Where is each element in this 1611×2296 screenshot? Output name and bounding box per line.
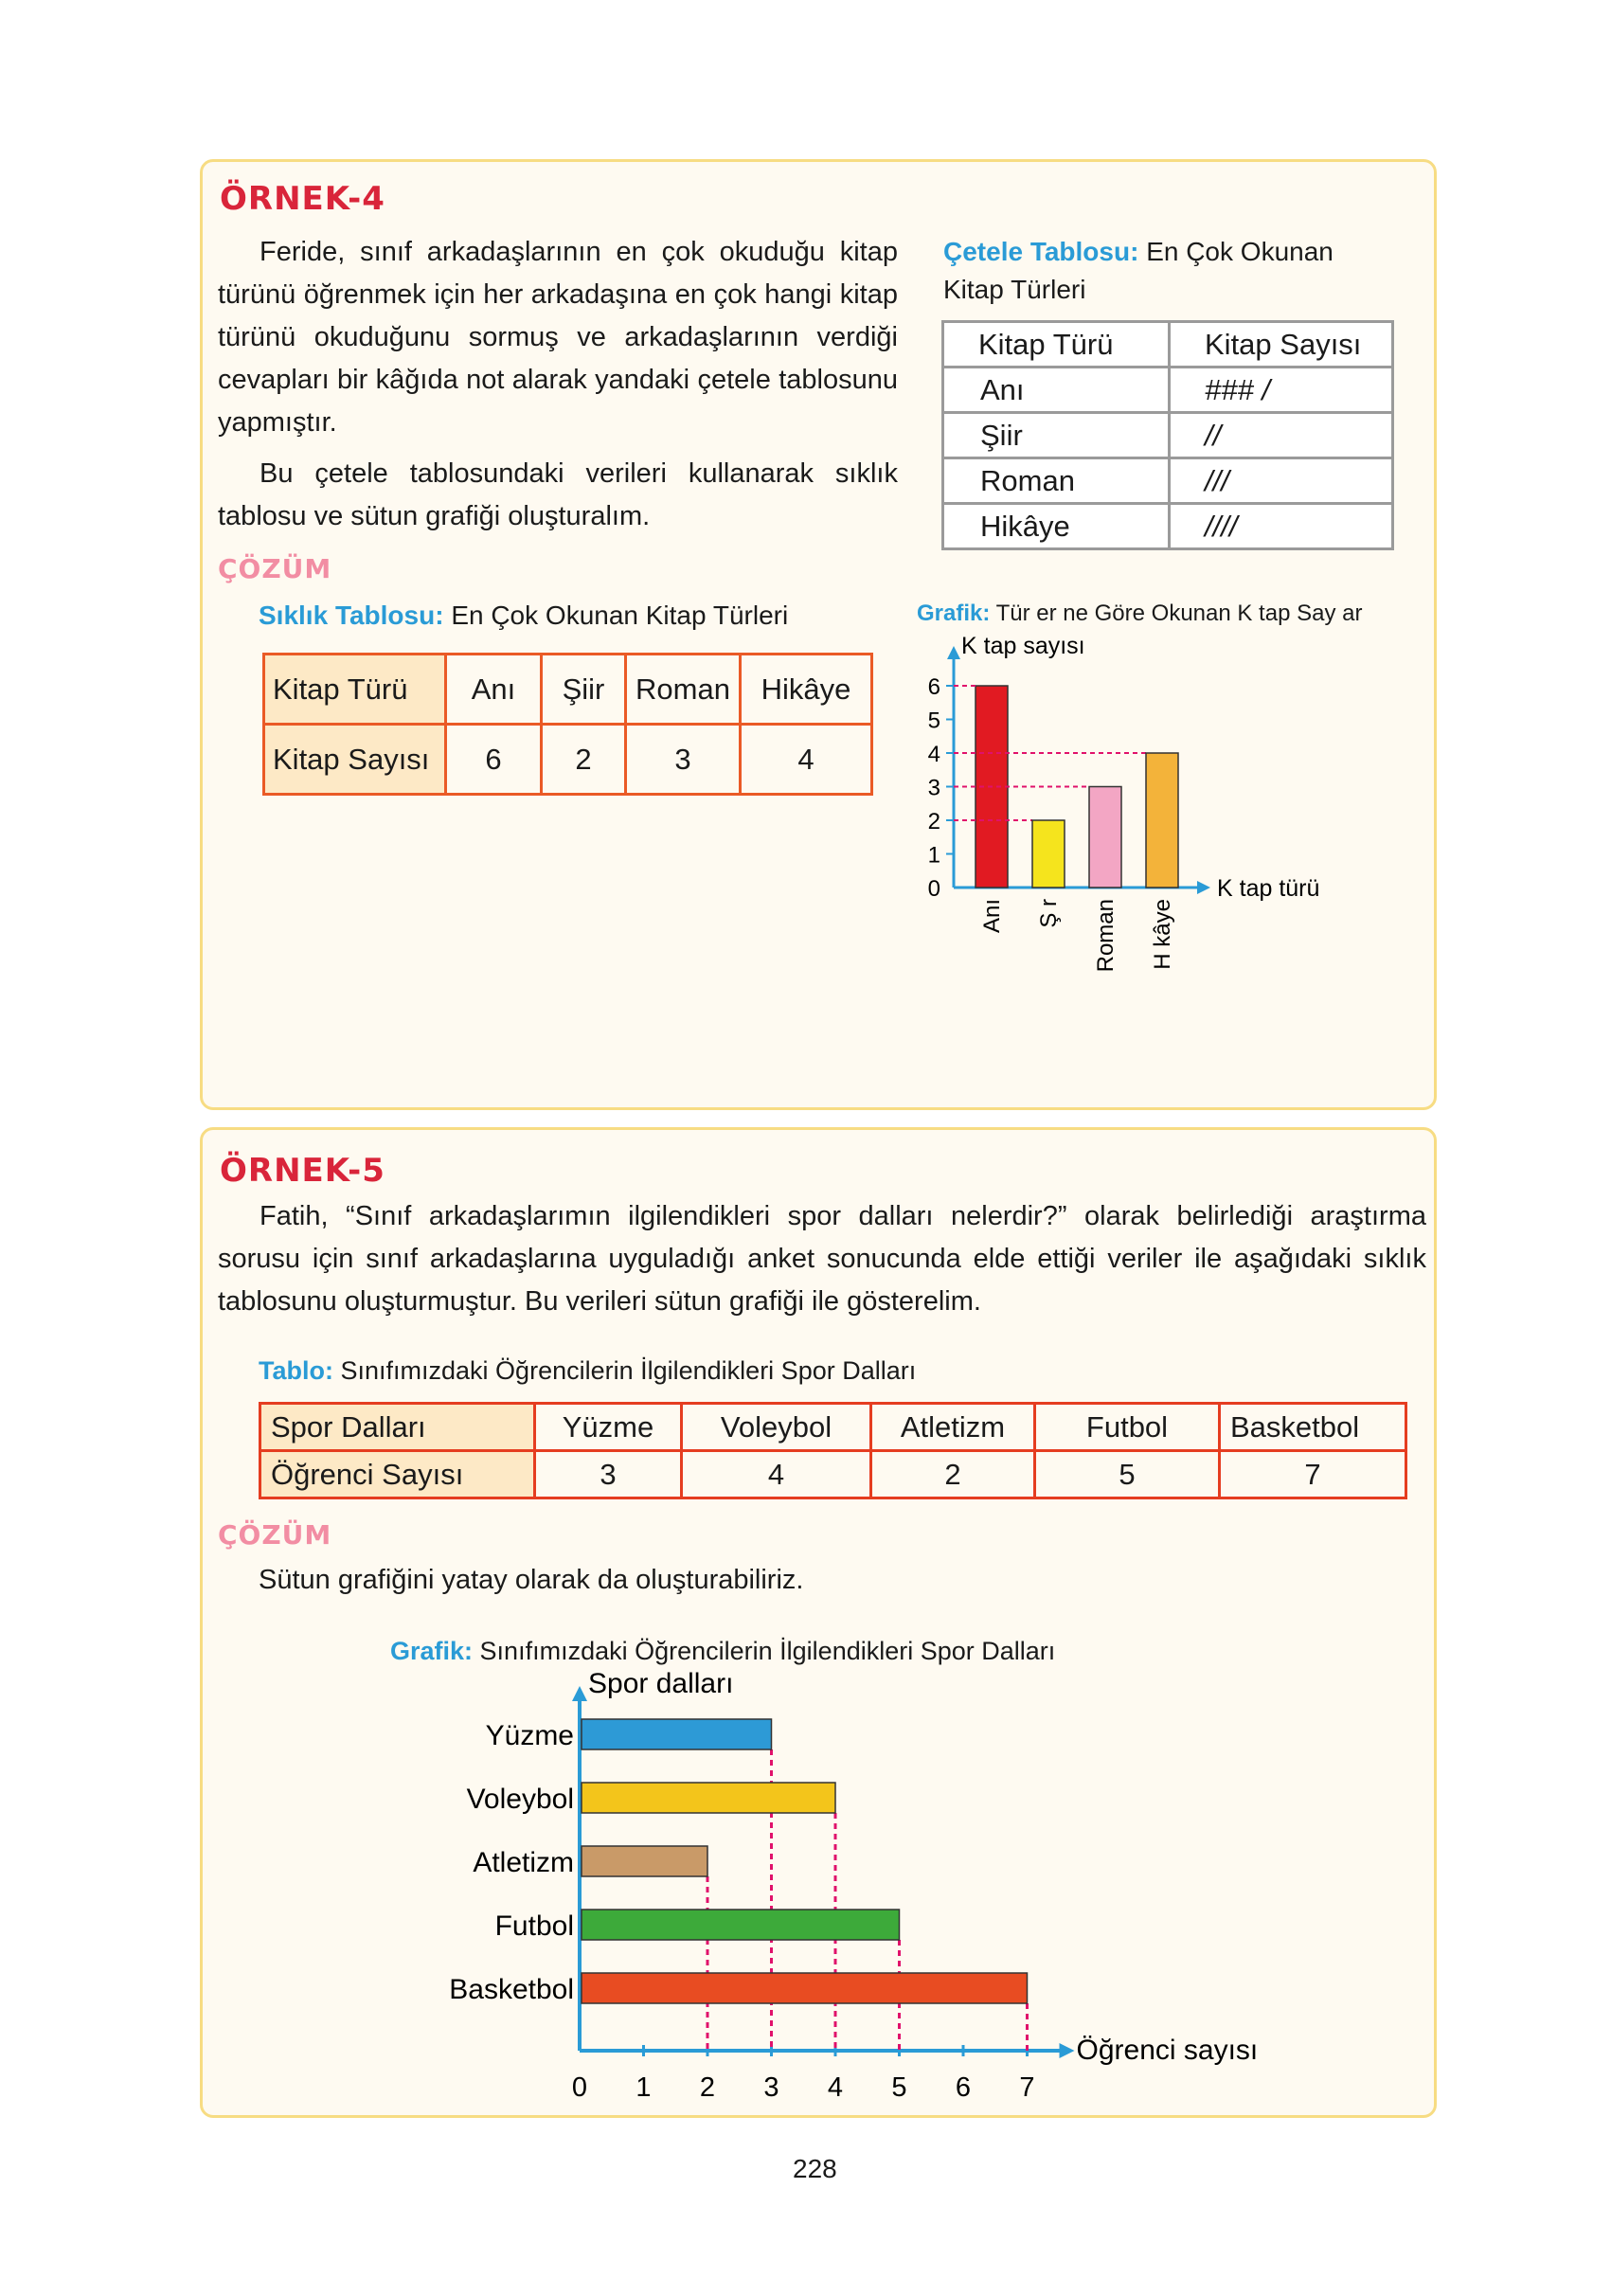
page-number: 228 — [793, 2154, 837, 2183]
table-cell: 2 — [542, 725, 626, 795]
table-row — [260, 1404, 1406, 1451]
y-tick-label: 5 — [927, 708, 940, 734]
x-axis-label: Öğrenci sayısı — [1076, 2035, 1259, 2066]
table-header-cell: Kitap Türü — [943, 322, 1170, 368]
example-4-paragraph-2: Bu çetele tablosundaki verileri kullanarak sıklık tablosu ve sütun grafiği oluşturalım. — [218, 458, 898, 531]
table-cell: Voleybol — [682, 1404, 871, 1451]
x-tick-label: 1 — [635, 2072, 652, 2103]
table-cell: Basketbol — [1220, 1404, 1406, 1451]
y-axis-arrow-icon — [572, 1686, 587, 1701]
table-row — [260, 1451, 1406, 1498]
bar — [582, 1973, 1028, 2003]
bar — [582, 1846, 707, 1876]
bar — [582, 1910, 900, 1940]
table-row — [264, 655, 872, 725]
frequency-caption-label: Sıklık Tablosu: — [259, 601, 444, 630]
example-5-heading: ÖRNEK-5 — [220, 1152, 385, 1190]
table-cell: 6 — [446, 725, 542, 795]
horizontal-chart-caption — [390, 1637, 1055, 1666]
table-cell: 4 — [682, 1451, 871, 1498]
table-cell: Anı — [446, 655, 542, 725]
table-cell: ### / — [1170, 368, 1393, 413]
vertical-chart-caption — [917, 601, 1362, 627]
table-cell: 3 — [626, 725, 741, 795]
sport-table — [259, 1402, 1407, 1499]
horizontal-bar-chart — [398, 1667, 1326, 2112]
tally-caption-text: En Çok Okunan Kitap Türleri — [943, 237, 1334, 304]
x-tick-label: 2 — [699, 2072, 716, 2103]
table-row — [943, 413, 1393, 458]
y-tick-label: Atletizm — [473, 1847, 574, 1878]
table-row — [943, 458, 1393, 504]
y-tick-label: Yüzme — [485, 1720, 574, 1751]
y-tick-label: 4 — [927, 742, 940, 767]
example-4-cozum-label: ÇÖZÜM — [218, 553, 332, 584]
x-tick-label: 4 — [827, 2072, 844, 2103]
table-cell: 7 — [1220, 1451, 1406, 1498]
table-row — [943, 322, 1393, 368]
table-header-cell: Kitap Sayısı — [1170, 322, 1393, 368]
x-tick-label: H kâye — [1150, 899, 1175, 970]
tally-caption-label: Çetele Tablosu: — [943, 237, 1139, 266]
y-tick-label: 2 — [927, 809, 940, 834]
vertical-bar-chart — [890, 625, 1364, 1004]
x-tick-label: Anı — [979, 899, 1005, 934]
x-tick-label: 0 — [571, 2072, 588, 2103]
table-row — [943, 368, 1393, 413]
horizontal-chart-caption-label: Grafik: — [390, 1637, 474, 1665]
example-4-paragraph-1: Feride, sınıf arkadaşlarının en çok okuduğu kitap türünü öğrenmek için her arkadaşına en çok hangi kitap türünü okuduğunu sormuş ve arkadaşlarının verdiği cevapları bir kâğıda not alarak yandaki çetele tablosunu yapmıştır. — [218, 237, 898, 438]
x-tick-label: 7 — [1019, 2072, 1035, 2103]
tally-table — [941, 320, 1394, 550]
table-cell: Futbol — [1035, 1404, 1220, 1451]
table-cell: /// — [1170, 458, 1393, 504]
example-5-cozum-text: Sütun grafiğini yatay olarak da oluşturabiliriz. — [259, 1565, 804, 1595]
table-cell: 5 — [1035, 1451, 1220, 1498]
y-tick-label: Futbol — [494, 1910, 574, 1942]
y-tick-label: 1 — [927, 842, 940, 869]
table-cell: Şiir — [943, 413, 1170, 458]
horizontal-chart-caption-text: Sınıfımızdaki Öğrencilerin İlgilendikleri Spor Dalları — [479, 1637, 1056, 1665]
bar — [1089, 787, 1121, 888]
y-axis-label: Spor dalları — [588, 1668, 734, 1699]
bar — [1032, 820, 1065, 888]
example-4-heading: ÖRNEK-4 — [220, 180, 385, 218]
table-cell: 3 — [535, 1451, 682, 1498]
frequency-table — [262, 653, 873, 796]
y-tick-label: 6 — [927, 674, 940, 700]
bar — [1146, 753, 1178, 888]
table-cell: 2 — [871, 1451, 1035, 1498]
table-cell: Anı — [943, 368, 1170, 413]
example-5-cozum-label: ÇÖZÜM — [218, 1519, 332, 1551]
table-header-cell: Kitap Sayısı — [264, 725, 446, 795]
frequency-caption-text: En Çok Okunan Kitap Türleri — [451, 601, 789, 630]
table-row — [943, 504, 1393, 549]
sport-table-caption-label: Tablo: — [259, 1356, 333, 1385]
tally-caption — [943, 233, 1388, 309]
table-cell: Roman — [626, 655, 741, 725]
x-tick-label: 5 — [891, 2072, 907, 2103]
x-tick-label: Roman — [1093, 899, 1119, 973]
x-tick-label: 3 — [763, 2072, 779, 2103]
y-tick-label: 0 — [927, 876, 940, 902]
bar — [582, 1783, 835, 1813]
y-axis-label: K tap sayısı — [961, 633, 1085, 659]
frequency-caption — [259, 601, 788, 631]
y-tick-label: Voleybol — [466, 1784, 574, 1815]
table-row — [264, 725, 872, 795]
table-header-cell: Öğrenci Sayısı — [260, 1451, 535, 1498]
sport-table-caption — [259, 1356, 916, 1386]
table-header-cell: Kitap Türü — [264, 655, 446, 725]
table-cell: 4 — [741, 725, 872, 795]
table-cell: Hikâye — [741, 655, 872, 725]
bar — [582, 1719, 772, 1749]
x-axis-arrow-icon — [1060, 2043, 1075, 2058]
x-tick-label: Ş r — [1036, 899, 1062, 928]
y-axis-arrow-icon — [947, 646, 960, 659]
table-cell: //// — [1170, 504, 1393, 549]
example-5-paragraph: Fatih, “Sınıf arkadaşlarımın ilgilendikleri spor dalları nelerdir?” olarak belirlediği araştırma sorusu için sınıf arkadaşlarına uyguladığı anket sonucunda elde ettiği veriler ile aşağıdaki sıklık tablosunu oluşturmuştur. Bu verileri sütun grafiği ile gösterelim. — [218, 1201, 1426, 1317]
table-header-cell: Spor Dalları — [260, 1404, 535, 1451]
table-cell: Yüzme — [535, 1404, 682, 1451]
y-tick-label: Basketbol — [449, 1974, 574, 2005]
table-cell: Hikâye — [943, 504, 1170, 549]
vertical-chart-caption-text: Tür er ne Göre Okunan K tap Say ar — [995, 601, 1363, 626]
y-tick-label: 3 — [927, 775, 940, 801]
table-cell: Şiir — [542, 655, 626, 725]
table-cell: Atletizm — [871, 1404, 1035, 1451]
table-cell: // — [1170, 413, 1393, 458]
table-cell: Roman — [943, 458, 1170, 504]
x-axis-label: K tap türü — [1217, 875, 1320, 902]
vertical-chart-caption-label: Grafik: — [917, 601, 991, 626]
x-axis-arrow-icon — [1197, 881, 1210, 894]
x-tick-label: 6 — [955, 2072, 972, 2103]
sport-table-caption-text: Sınıfımızdaki Öğrencilerin İlgilendikleri Spor Dalları — [340, 1356, 917, 1385]
